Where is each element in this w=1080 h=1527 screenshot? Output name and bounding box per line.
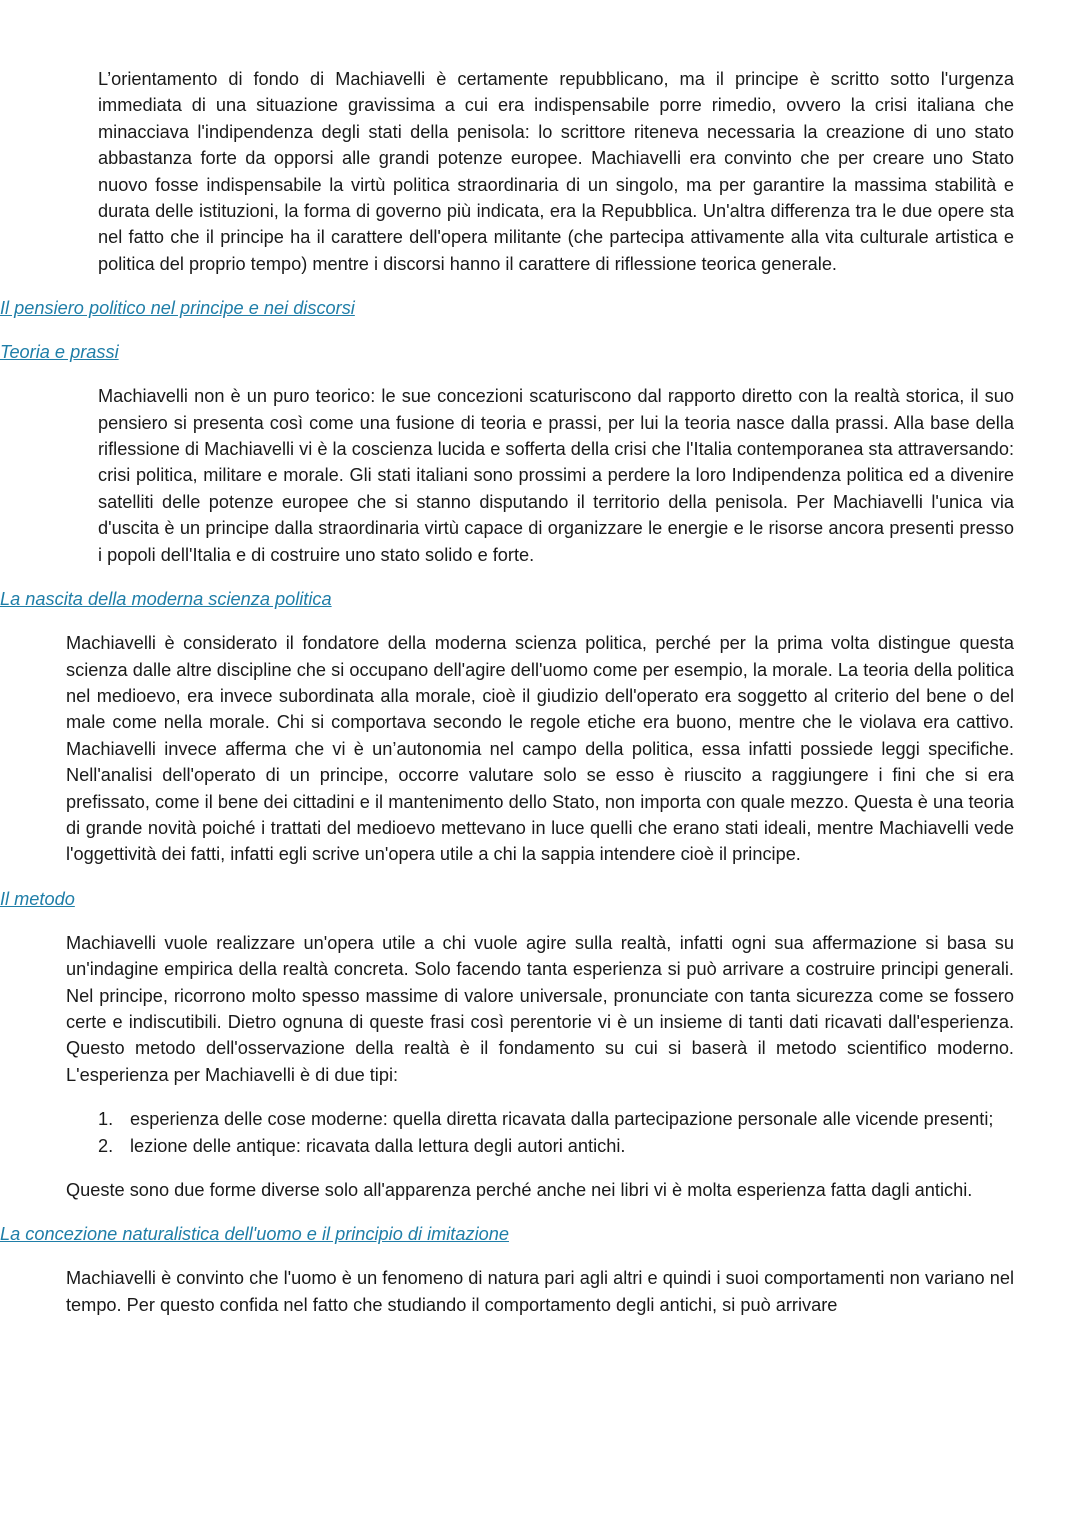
heading-teoria-e-prassi[interactable]: Teoria e prassi [0,342,119,363]
list-item-number: 1. [98,1109,114,1130]
paragraph-intro: L’orientamento di fondo di Machiavelli è certamente repubblicano, ma il principe è scritto sotto l'urgenza immediata di una situazione gravissima a cui era indispensabile porre rimedio, ovvero la crisi italiana che minacciava l'indipendenza degli stati della penisola: lo scrittore riteneva necessaria la creazione di uno stato abbastanza forte da opporsi alle grandi potenze europee. Machiavelli era convinto che per creare uno Stato nuovo fosse indispensabile la virtù politica straordinaria di un singolo, ma per garantire la massima stabilità e durata delle istituzioni, la forma di governo più indicata, era la Repubblica. Un'altra differenza tra le due opere sta nel fatto che il principe ha il carattere dell'opera militante (che partecipa attivamente alla vita culturale artistica e politica del proprio tempo) mentre i discorsi hanno il carattere di riflessione teorica generale. [98,69,1014,274]
list-item-text: lezione delle antique: ricavata dalla lettura degli autori antichi. [130,1135,626,1156]
list-item-number: 2. [98,1135,114,1156]
list-item [98,1133,1014,1159]
heading-pensiero-politico[interactable]: Il pensiero politico nel principe e nei discorsi [0,298,355,319]
heading-concezione-naturalistica[interactable]: La concezione naturalistica dell'uomo e il principio di imitazione [0,1224,509,1245]
paragraph-il-metodo: Machiavelli vuole realizzare un'opera utile a chi vuole agire sulla realtà, infatti ogni sua affermazione si basa su un'indagine empirica della realtà concreta. Solo facendo tanta esperienza si può arrivare a costruire principi generali. Nel principe, ricorrono molto spesso massime di valore universale, pronunciate con tanta sicurezza come se fossero certe e indiscutibili. Dietro ognuna di queste frasi così perentorie vi è un insieme di tanti dati ricavati dall'esperienza. Questo metodo dell'osservazione della realtà è il fondamento su cui si baserà il metodo scientifico moderno. L'esperienza per Machiavelli è di due tipi: [66,932,1014,1085]
paragraph-nascita-scienza-politica: Machiavelli è considerato il fondatore della moderna scienza politica, perché per la prima volta distingue questa scienza dalle altre discipline che si occupano dell'agire dell'uomo come per esempio, la morale. La teoria della politica nel medioevo, era invece subordinata alla morale, cioè il giudizio dell'operato era soggetto al criterio del bene o del male come nella morale. Chi si comportava secondo le regole etiche era buono, mentre che le violava era cattivo. Machiavelli invece afferma che vi è un’autonomia nel campo della politica, essa infatti possiede leggi specifiche. Nell'analisi dell'operato di un principe, occorre valutare solo se esso è riuscito a raggiungere i fini che si era prefissato, come il bene dei cittadini e il mantenimento dello Stato, non importa con quale mezzo. Questa è una teoria di grande novità poiché i trattati del medioevo mettevano in luce quelli che erano stati ideali, mentre Machiavelli vede l'oggettività dei fatti, infatti egli scrive un'opera utile a chi la sappia intendere cioè il principe. [66,633,1014,865]
paragraph-concezione-naturalistica: Machiavelli è convinto che l'uomo è un fenomeno di natura pari agli altri e quindi i suoi comportamenti non variano nel tempo. Per questo confida nel fatto che studiando il comportamento degli antichi, si può arrivare [66,1268,1014,1315]
heading-nascita-scienza-politica[interactable]: La nascita della moderna scienza politica [0,589,332,610]
esperienza-list [98,1106,1014,1159]
list-item-text: esperienza delle cose moderne: quella diretta ricavata dalla partecipazione personale alle vicende presenti; [130,1109,994,1130]
list-item [98,1106,1014,1132]
paragraph-teoria-e-prassi: Machiavelli non è un puro teorico: le sue concezioni scaturiscono dal rapporto diretto con la realtà storica, il suo pensiero si presenta così come una fusione di teoria e prassi, per lui la teoria nasce dalla prassi. Alla base della riflessione di Machiavelli vi è la coscienza lucida e sofferta della crisi che l'Italia contemporanea sta attraversando: crisi politica, militare e morale. Gli stati italiani sono prossimi a perdere la loro Indipendenza politica ed a divenire satelliti delle potenze europee che si stanno disputando il territorio della penisola. Per Machiavelli l'unica via d'uscita è un principe dalla straordinaria virtù capace di organizzare le energie e le risorse ancora presenti presso i popoli dell'Italia e di costruire uno stato solido e forte. [98,386,1015,565]
paragraph-due-forme: Queste sono due forme diverse solo all'apparenza perché anche nei libri vi è molta esperienza fatta dagli antichi. [66,1180,973,1200]
heading-il-metodo[interactable]: Il metodo [0,888,75,909]
